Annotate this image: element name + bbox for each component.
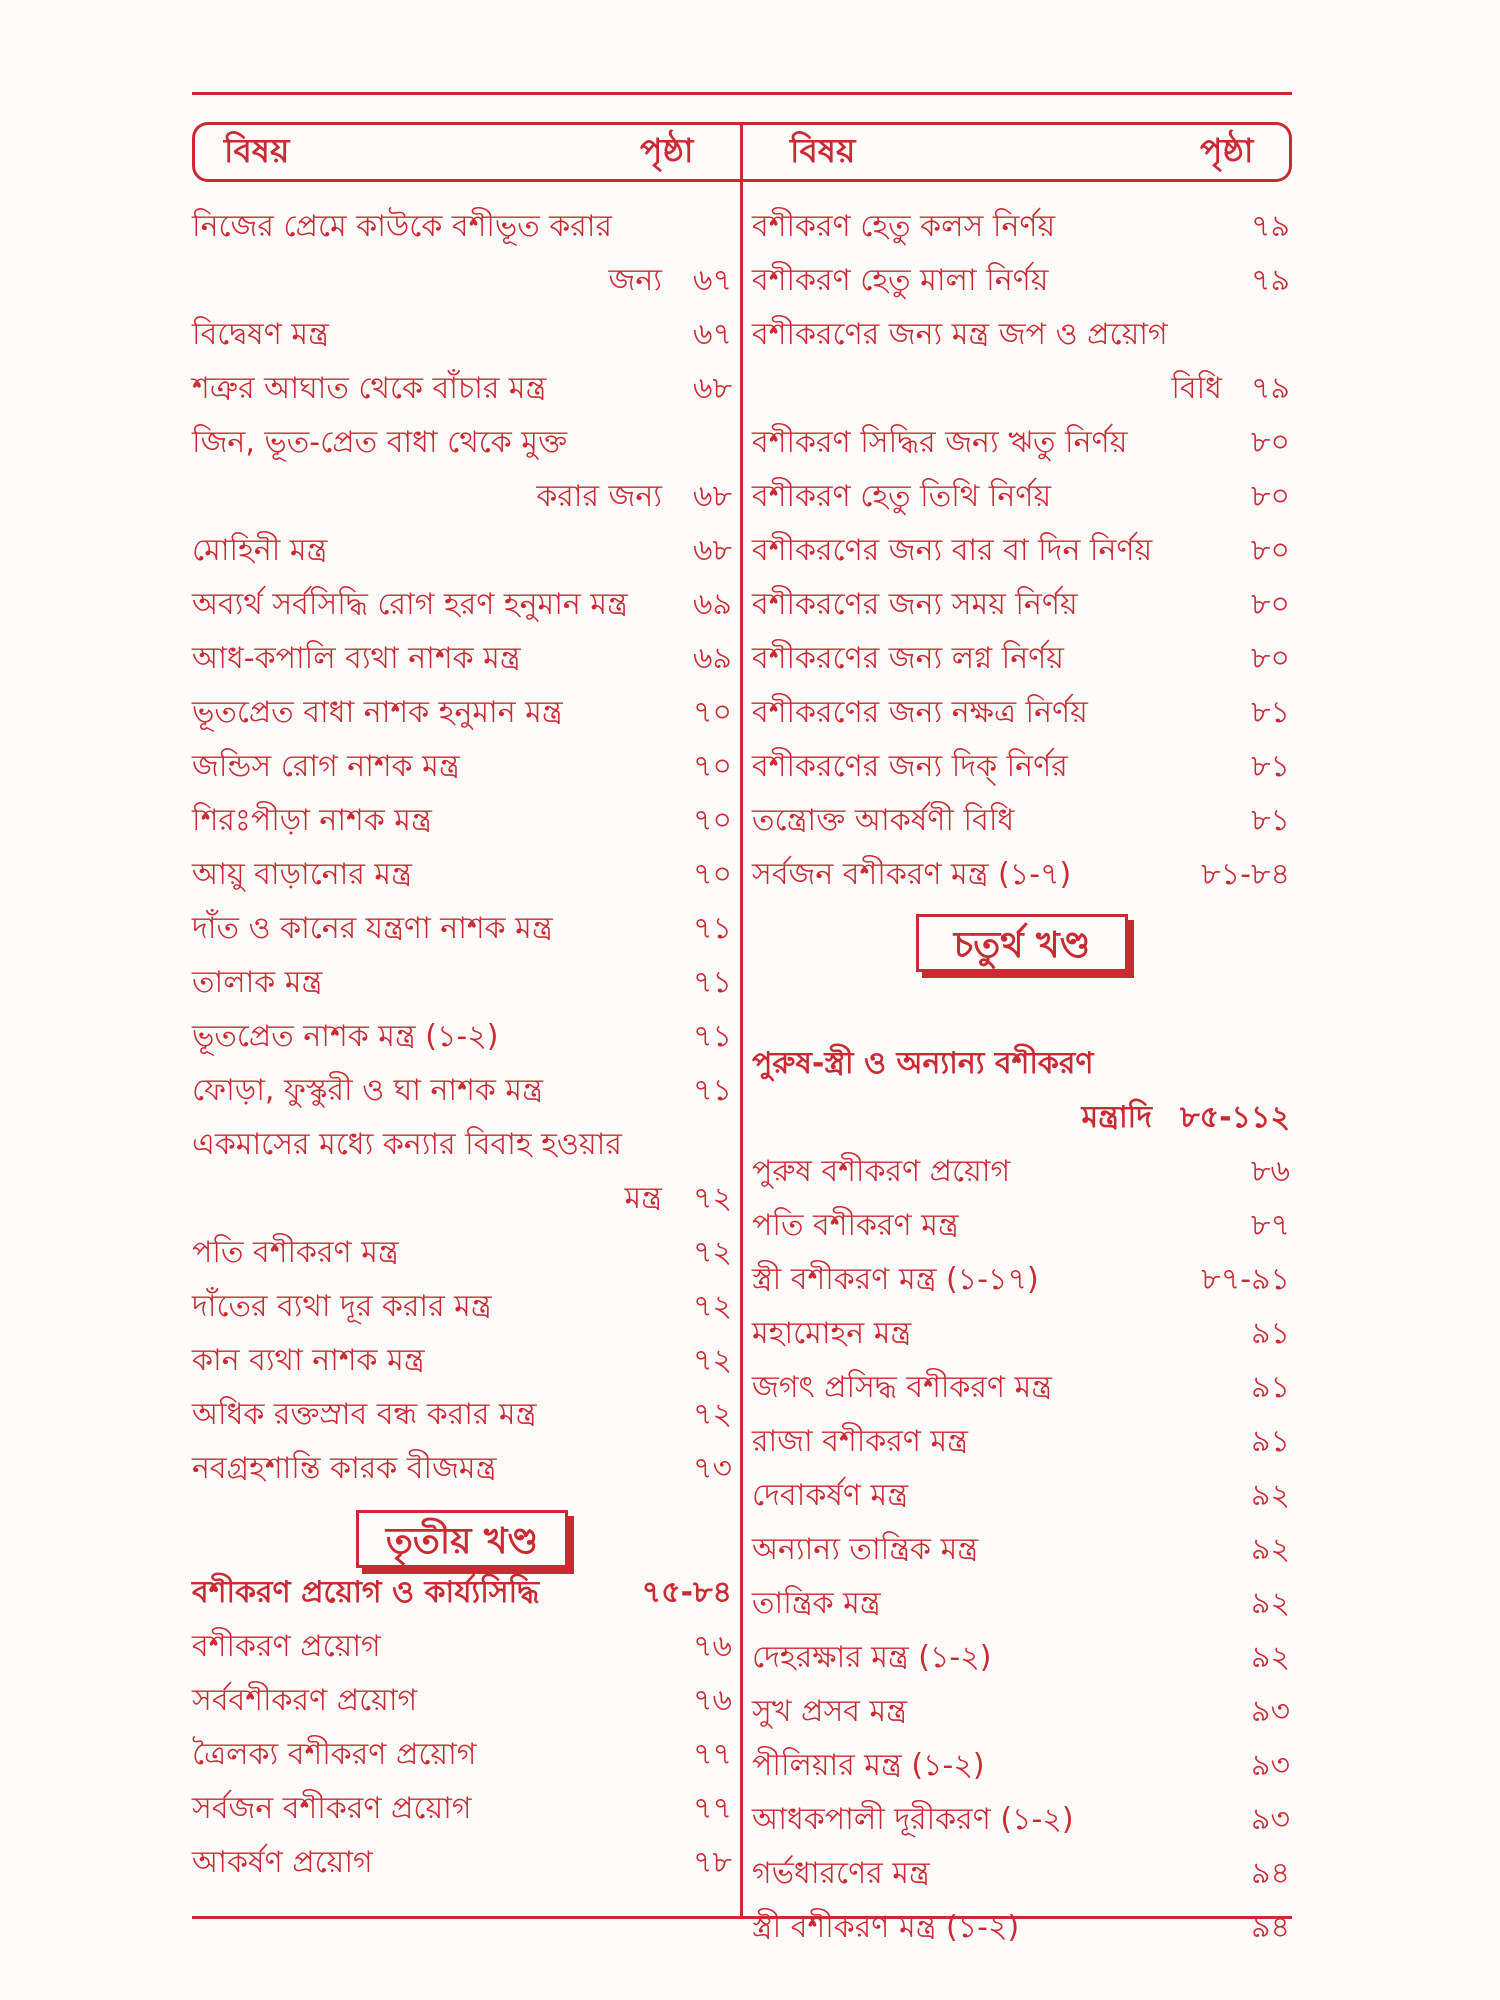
toc-entry-page: ৬৮ <box>693 371 732 406</box>
toc-entry-title: অধিক রক্তস্রাব বন্ধ করার মন্ত্র <box>192 1397 537 1432</box>
toc-entry-page: ৯১ <box>1251 1370 1290 1405</box>
toc-entry-title: দেবাকর্ষণ মন্ত্র <box>752 1478 909 1513</box>
toc-entry-page: ৭৬ <box>692 1683 732 1719</box>
toc-entry-page: ৬৯ <box>693 641 732 676</box>
toc-entry-page: ৮০ <box>1251 587 1290 622</box>
toc-entry-page: ৯৩ <box>1251 1694 1290 1729</box>
toc-entry-page: ৮০ <box>1251 479 1290 514</box>
toc-entry-title: বশীকরণ হেতু মালা নির্ণয় <box>752 263 1049 298</box>
toc-entry-title: স্ত্রী বশীকরণ মন্ত্র (১-২) <box>752 1910 1020 1945</box>
toc-entry-page: ৭১ <box>693 965 732 1000</box>
toc-entry-page: ৭২ <box>692 1181 732 1216</box>
toc-entry-page: ৯৩ <box>1251 1802 1290 1837</box>
toc-entry-page: ৮১ <box>1251 749 1290 784</box>
toc-entry-title: আয়ু বাড়ানোর মন্ত্র <box>192 857 412 892</box>
toc-entry-page: ৮১ <box>1251 695 1290 730</box>
toc-entry-title: শিরঃপীড়া নাশক মন্ত্র <box>192 803 432 838</box>
toc-entry-page: ৭০ <box>692 857 732 892</box>
toc-entry-title: জগৎ প্রসিদ্ধ বশীকরণ মন্ত্র <box>752 1370 1053 1405</box>
toc-entry-title: তালাক মন্ত্র <box>192 965 323 1000</box>
toc-entry-title: নিজের প্রেমে কাউকে বশীভূত করার <box>192 209 612 244</box>
toc-entry-page: ৭৮ <box>693 1845 732 1881</box>
toc-entry-title: শত্রুর আঘাত থেকে বাঁচার মন্ত্র <box>192 371 547 406</box>
toc-entry-title: ফোড়া, ফুস্কুরী ও ঘা নাশক মন্ত্র <box>192 1073 543 1108</box>
toc-entry-title: গর্ভধারণের মন্ত্র <box>752 1856 930 1891</box>
section-title-chaturtho: পুরুষ-স্ত্রী ও অন্যান্য বশীকরণ <box>752 1046 1094 1081</box>
toc-entry-title: বশীকরণের জন্য সময় নির্ণয় <box>752 587 1078 622</box>
toc-entry-title: অন্যান্য তান্ত্রিক মন্ত্র <box>752 1532 979 1567</box>
section-box-tritiyo <box>356 1510 568 1568</box>
section-box-chaturtho <box>916 914 1128 972</box>
toc-entry-page: ৭২ <box>692 1397 732 1432</box>
toc-entry-title: জিন, ভূত-প্রেত বাধা থেকে মুক্ত <box>192 425 568 460</box>
toc-entry-title: দেহরক্ষার মন্ত্র (১-২) <box>752 1640 992 1675</box>
toc-entry-page: ৭০ <box>692 803 732 838</box>
toc-entry-title: আধকপালী দূরীকরণ (১-২) <box>752 1802 1074 1837</box>
header-right-subject: বিষয় <box>790 131 856 170</box>
toc-entry-page: ৯৪ <box>1251 1856 1290 1891</box>
toc-entry-page: ৭১ <box>693 1073 732 1108</box>
toc-entry-title: জন্ডিস রোগ নাশক মন্ত্র <box>192 749 460 784</box>
header-right-page: পৃষ্ঠা <box>1200 131 1254 170</box>
section-heading-chaturtho: চতুর্থ খণ্ড <box>953 925 1091 966</box>
toc-entry-title-cont: বিধি <box>1171 371 1222 406</box>
toc-entry-title: বশীকরণের জন্য লগ্ন নির্ণয় <box>752 641 1064 676</box>
toc-entry-page: ৭০ <box>692 749 732 784</box>
header-left-subject: বিষয় <box>224 131 290 170</box>
toc-entry-page: ৮১-৮৪ <box>1201 857 1290 892</box>
toc-entry-page: ৭৭ <box>692 1791 732 1827</box>
toc-entry-title: মোহিনী মন্ত্র <box>192 533 328 568</box>
toc-entry-page: ৭১ <box>693 1019 732 1054</box>
toc-entry-title: বশীকরণের জন্য মন্ত্র জপ ও প্রয়োগ <box>752 317 1168 352</box>
toc-entry-page: ৮৭ <box>1251 1208 1290 1243</box>
toc-entry-title: দাঁত ও কানের যন্ত্রণা নাশক মন্ত্র <box>192 911 553 946</box>
toc-entry-title: তন্ত্রোক্ত আকর্ষণী বিধি <box>752 803 1015 838</box>
section-pages-chaturtho: ৮৫-১১২ <box>1180 1100 1290 1135</box>
toc-entry-page: ৮৬ <box>1251 1154 1290 1189</box>
toc-entry-page: ৭০ <box>692 695 732 730</box>
section-pages-tritiyo: ৭৫-৮৪ <box>641 1575 732 1611</box>
toc-entry-title: সুখ প্রসব মন্ত্র <box>752 1694 907 1729</box>
toc-entry-page: ৯১ <box>1251 1316 1290 1351</box>
toc-entry-title: পুরুষ বশীকরণ প্রয়োগ <box>752 1154 1011 1189</box>
toc-entry-title-cont: জন্য <box>608 263 662 298</box>
toc-entry-page: ৯২ <box>1251 1586 1290 1621</box>
toc-entry-page: ৭৯ <box>1251 371 1290 406</box>
column-divider <box>740 122 743 1918</box>
toc-entry-title: সর্ববশীকরণ প্রয়োগ <box>192 1683 418 1719</box>
toc-entry-page: ৯২ <box>1251 1532 1290 1567</box>
toc-entry-page: ৬৭ <box>692 263 732 298</box>
toc-entry-page: ৯২ <box>1251 1640 1290 1675</box>
toc-entry-page: ৯২ <box>1251 1478 1290 1513</box>
top-rule <box>192 92 1292 95</box>
toc-entry-title: স্ত্রী বশীকরণ মন্ত্র (১-১৭) <box>752 1262 1039 1297</box>
toc-entry-title: বশীকরণ প্রয়োগ <box>192 1629 381 1665</box>
toc-entry-title: আধ-কপালি ব্যথা নাশক মন্ত্র <box>192 641 521 676</box>
toc-entry-page: ৬৯ <box>693 587 732 622</box>
toc-entry-title: ত্রৈলক্য বশীকরণ প্রয়োগ <box>192 1737 477 1773</box>
toc-entry-title: আকর্ষণ প্রয়োগ <box>192 1845 373 1881</box>
toc-entry-page: ৯৩ <box>1251 1748 1290 1783</box>
toc-entry-page: ৭৩ <box>692 1451 732 1486</box>
toc-entry-page: ৬৮ <box>693 533 732 568</box>
toc-entry-title-cont: মন্ত্র <box>624 1181 662 1216</box>
toc-entry-title: ভূতপ্রেত বাধা নাশক হনুমান মন্ত্র <box>192 695 563 730</box>
toc-entry-title: সর্বজন বশীকরণ মন্ত্র (১-৭) <box>752 857 1072 892</box>
toc-entry-page: ৮১ <box>1251 803 1290 838</box>
toc-entry-page: ৮৭-৯১ <box>1201 1262 1290 1297</box>
toc-entry-title: বশীকরণের জন্য নক্ষত্র নির্ণয় <box>752 695 1088 730</box>
toc-entry-title: বশীকরণ হেতু তিথি নির্ণয় <box>752 479 1052 514</box>
toc-entry-page: ৭৬ <box>692 1629 732 1665</box>
toc-entry-page: ৮০ <box>1251 641 1290 676</box>
toc-entry-title: দাঁতের ব্যথা দূর করার মন্ত্র <box>192 1289 492 1324</box>
toc-entry-title: বশীকরণের জন্য দিক্ নির্ণর <box>752 749 1068 784</box>
toc-entry-title: বশীকরণের জন্য বার বা দিন নির্ণয় <box>752 533 1153 568</box>
toc-entry-title: পতি বশীকরণ মন্ত্র <box>192 1235 399 1270</box>
toc-entry-title: রাজা বশীকরণ মন্ত্র <box>752 1424 968 1459</box>
toc-entry-title: পতি বশীকরণ মন্ত্র <box>752 1208 959 1243</box>
toc-entry-page: ৭৯ <box>1251 209 1290 244</box>
toc-entry-page: ৮০ <box>1251 425 1290 460</box>
toc-entry-title: অব্যর্থ সর্বসিদ্ধি রোগ হরণ হনুমান মন্ত্র <box>192 587 628 622</box>
toc-entry-title: মহামোহন মন্ত্র <box>752 1316 912 1351</box>
toc-entry-page: ৬৮ <box>693 479 732 514</box>
section-heading-tritiyo: তৃতীয় খণ্ড <box>385 1521 539 1562</box>
toc-entry-title: পীলিয়ার মন্ত্র (১-২) <box>752 1748 985 1783</box>
toc-entry-page: ৮০ <box>1251 533 1290 568</box>
toc-entry-page: ৯৪ <box>1251 1910 1290 1945</box>
section-title-cont-chaturtho: মন্ত্রাদি <box>1081 1100 1152 1135</box>
toc-entry-title: বশীকরণ হেতু কলস নির্ণয় <box>752 209 1056 244</box>
section-title-tritiyo: বশীকরণ প্রয়োগ ও কার্য্যসিদ্ধি <box>192 1575 540 1611</box>
toc-entry-page: ৭১ <box>693 911 732 946</box>
toc-entry-page: ৬৭ <box>692 317 732 352</box>
toc-entry-page: ৭৯ <box>1251 263 1290 298</box>
toc-entry-page: ৭৭ <box>692 1737 732 1773</box>
toc-entry-page: ৯১ <box>1251 1424 1290 1459</box>
toc-entry-title: বশীকরণ সিদ্ধির জন্য ঋতু নির্ণয় <box>752 425 1128 460</box>
toc-entry-title: তান্ত্রিক মন্ত্র <box>752 1586 881 1621</box>
toc-entry-title: কান ব্যথা নাশক মন্ত্র <box>192 1343 425 1378</box>
toc-entry-title: একমাসের মধ্যে কন্যার বিবাহ হওয়ার <box>192 1127 622 1162</box>
toc-entry-title: ভূতপ্রেত নাশক মন্ত্র (১-২) <box>192 1019 499 1054</box>
header-left-page: পৃষ্ঠা <box>640 131 694 170</box>
toc-entry-page: ৭২ <box>692 1289 732 1324</box>
toc-entry-page: ৭২ <box>692 1235 732 1270</box>
toc-entry-title-cont: করার জন্য <box>536 479 662 514</box>
toc-entry-page: ৭২ <box>692 1343 732 1378</box>
toc-entry-title: সর্বজন বশীকরণ প্রয়োগ <box>192 1791 472 1827</box>
toc-entry-title: নবগ্রহশান্তি কারক বীজমন্ত্র <box>192 1451 497 1486</box>
toc-entry-title: বিদ্বেষণ মন্ত্র <box>192 317 329 352</box>
